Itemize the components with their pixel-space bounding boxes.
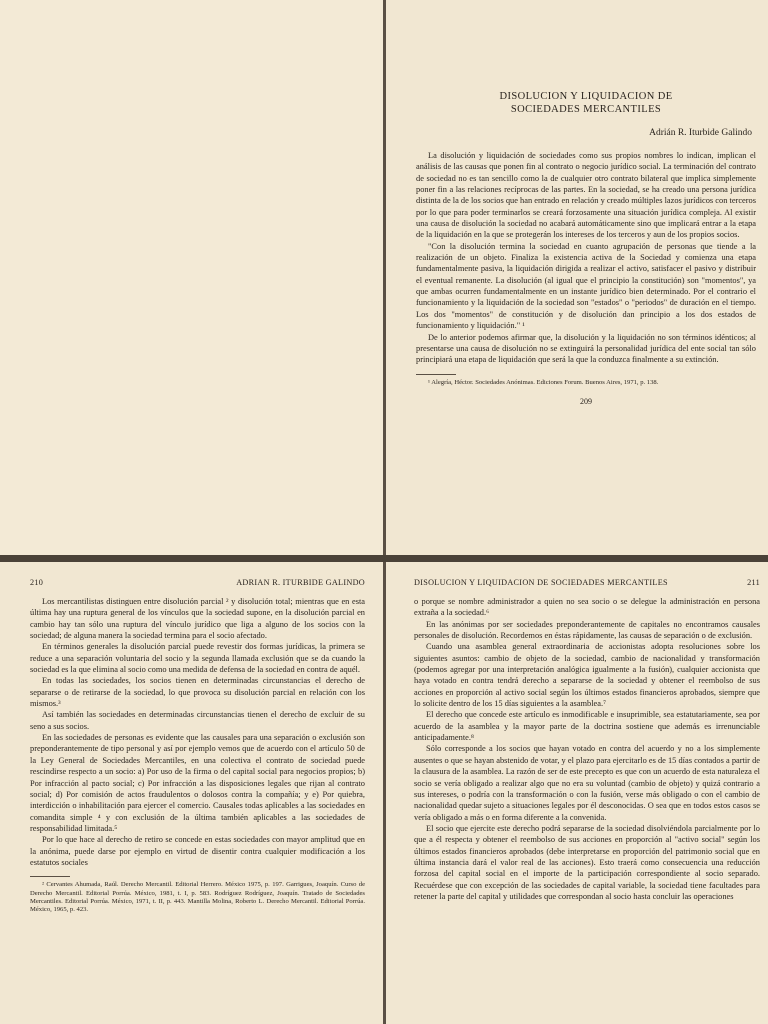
chapter-title-line2: SOCIEDADES MERCANTILES — [510, 104, 662, 115]
running-head — [30, 578, 365, 587]
page-211 — [386, 562, 768, 1024]
running-head — [414, 578, 760, 587]
author-name: Adrián R. Iturbide Galindo — [649, 128, 752, 138]
footnotes — [416, 379, 756, 387]
footnotes — [30, 881, 365, 915]
paragraph: En las anónimas por ser sociedades preponderantemente de capitales no encontramos causales personales de disolución. Recordemos en éstas rápidamente, las causas de separación o de exclusión. — [414, 619, 760, 641]
footnote-rule — [416, 374, 456, 375]
body-text — [414, 596, 760, 902]
paragraph: Sólo corresponde a los socios que hayan votado en contra del acuerdo y no a los simplemente ausentes o que se hayan abstenido de votar, y el plazo para ejercitarlo es de 15 días contados a partir de la clausura de la asamblea. La razón de ser de este precepto es que con un acuerdo de esta naturaleza el socio se vería obligado a realizar algo que no era su voluntad (cambio de objeto) y quizá contrario a sus intereses, o podría con la transformación o con la fusión, verse más obligado o con el cambio de nacionalidad quedar sujeto a situaciones legales por él desconocidas. O sea que en todos estos casos se vería obligado a más o en forma diferente a la convenida. — [414, 744, 760, 822]
page-209 — [386, 0, 768, 555]
chapter-title-line1: DISOLUCION Y LIQUIDACION DE — [499, 91, 673, 102]
paragraph: Por lo que hace al derecho de retiro se concede en estas sociedades con mayor amplitud que en la anónima, puede darse por ejemplo en virtud de disentir contra cualquier modificación a los estatutos sociales — [30, 835, 365, 867]
body-text — [30, 596, 365, 868]
paragraph: "Con la disolución termina la sociedad en cuanto agrupación de personas que tiende a la realización de un objeto. Finaliza la existencia activa de la Sociedad y comienza una etapa fundamentalmente pasiva, la liquidación dirigida a realizar el activo, satisfacer el pasivo y distribuir el eventual remanente. La disolución (al igual que el principio la constitución) son "momentos", ya que ambas ocurren fundamentalmente en un instante jurídico bien determinado. Por el contrario el funcionamiento y la liquidación de la sociedad son "estados" o "periodos" de duración en el tiempo. Los dos "momentos" de constitución y de disolución dan principio a los dos estados de funcionamiento y liquidación." ¹ — [416, 241, 756, 331]
paragraph: Así también las sociedades en determinadas circunstancias tienen el derecho de excluir de su seno a sus socios. — [30, 710, 365, 731]
paragraph: En las sociedades de personas es evidente que las causales para una separación o exclusión son preponderantemente de tipo personal y así por ejemplo vemos que de acuerdo con el artículo 50 de la Ley General de Sociedades Mercantiles, en una colectiva el contrato de sociedad puede rescindirse respecto a un socio: a) Por uso de la firma o del capital social para negocios propios; b) Por infracción al pacto social; c) Por infracción a las disposiciones legales que rijan al contrato social; d) Por comisión de actos fraudulentos o dolosos contra la compañía; y e) Por quiebra, interdicción o inhabilitación para ejercer el comercio. Causales todas aplicables a las sociedades en comandita simple ⁴ y con exclusión de la última también aplicables a las sociedades de responsabilidad limitada.⁵ — [30, 733, 365, 833]
footnote: ¹ Alegría, Héctor. Sociedades Anónimas. Ediciones Forum. Buenos Aires, 1971, p. 138. — [428, 378, 659, 386]
spread-divider — [0, 555, 768, 562]
blank-page-208 — [0, 0, 383, 555]
body-text — [416, 150, 756, 366]
running-head-text: DISOLUCION Y LIQUIDACION DE SOCIEDADES MERCANTILES — [414, 578, 668, 587]
footnote: ² Cervantes Ahumada, Raúl. Derecho Mercantil. Editorial Herrero. México 1975, p. 197. Garrigues, Joaquín. Curso de Derecho Mercantil. Editorial Porrúa. México, 1981, t. I, p. 583. Rodríguez Rodríguez, Joaquín. Tratado de Sociedades Mercantiles. Editorial Porrúa. México, 1971, t. II, p. 443. Mantilla Molina, Roberto L. Derecho Mercantil. Editorial Porrúa. México, 1965, p. 423. — [30, 881, 365, 914]
page-number: 209 — [580, 396, 592, 406]
page-number: 211 — [747, 578, 760, 587]
footnote-rule — [30, 876, 70, 877]
paragraph: o porque se nombre administrador a quien no sea socio o se delegue la administración en persona extraña a la sociedad.⁶ — [414, 597, 760, 618]
paragraph: En todas las sociedades, los socios tienen en determinadas circunstancias el derecho de separarse o de retirarse de la sociedad, lo que provoca su disolución parcial en relación con los mismos.³ — [30, 676, 365, 709]
page-210 — [0, 562, 383, 1024]
paragraph: Cuando una asamblea general extraordinaria de accionistas adopta resoluciones sobre los siguientes asuntos: cambio de objeto de la sociedad, cambio de nacionalidad y transformación (podemos agregar por una interpretación analógica igualmente a la fusión), cualquier accionista que haya votado en contra tendrá derecho a separarse de la sociedad y obtener el reembolso de sus acciones en proporción al activo social según los últimos estados financieros aprobados, siempre que lo solicite dentro de los 15 días siguientes a la asamblea.⁷ — [414, 642, 760, 709]
running-head-text: ADRIAN R. ITURBIDE GALINDO — [236, 578, 365, 587]
paragraph: En términos generales la disolución parcial puede revestir dos formas jurídicas, la primera se reduce a una separación voluntaria del socio y la segunda llamada exclusión que se da cuando la sociedad es la que elimina al socio como una medida de defensa de la sociedad en contra de aquél. — [30, 642, 365, 675]
paragraph: El socio que ejercite este derecho podrá separarse de la sociedad disolviéndola parcialmente por lo que a él respecta y obtener el reembolso de sus acciones en proporción al "activo social" según los últimos estados financieros aprobados (debe interpretarse en proporción del patrimonio social que en última instancia dará el valor real de las acciones). Esto traerá como consecuencia una reducción forzosa del capital social en el importe de la participación correspondiente al socio separado. Recuérdese que con excepción de las sociedades de capital variable, la sociedad tiene facultades para retener la parte del capital y utilidades que correspondan al socio hasta concluir las operaciones — [414, 823, 760, 901]
paragraph: El derecho que concede este artículo es inmodificable e insuprimible, sea estatutariamente, sea por acuerdo de la asamblea y la mayor parte de la doctrina sostiene que además es irrenunciable anticipadamente.⁸ — [414, 710, 760, 743]
page-number: 210 — [30, 578, 44, 587]
paragraph: De lo anterior podemos afirmar que, la disolución y la liquidación no son términos idénticos; al presentarse una causa de disolución no se extinguirá la personalidad jurídica del ente social tan sólo principiará una etapa de liquidación que será la que la conduzca finalmente a su extinción. — [416, 332, 756, 365]
paragraph: Los mercantilistas distinguen entre disolución parcial ² y disolución total; mientras que en esta última hay una ruptura general de los vínculos que la sociedad supone, en la disolución parcial en cambio hay tan sólo una ruptura del vínculo jurídico que liga a alguno de los socios con la sociedad; de alguna manera la sociedad termina para el socio afectado. — [30, 597, 365, 641]
paragraph: La disolución y liquidación de sociedades como sus propios nombres lo indican, implican el análisis de las causas que ponen fin al contrato o negocio jurídico social. La terminación del contrato de sociedad no es tan sencillo como la de cualquier otro contrato bilateral que implica simplemente poner fin a las relaciones recíprocas de las partes. En la sociedad, se ha creado una persona jurídica distinta de la de los socios que han entrado en relación y creado múltiples lazos jurídicos con terceros por lo que para poder terminarlos se creará forzosamente una situación jurídica compleja. Al existir una causa de disolución la sociedad no acabará automáticamente sino que implicará entrar a la etapa de la liquidación en la que se protegerán los intereses de los terceros y aun de los propios socios. — [416, 151, 756, 240]
